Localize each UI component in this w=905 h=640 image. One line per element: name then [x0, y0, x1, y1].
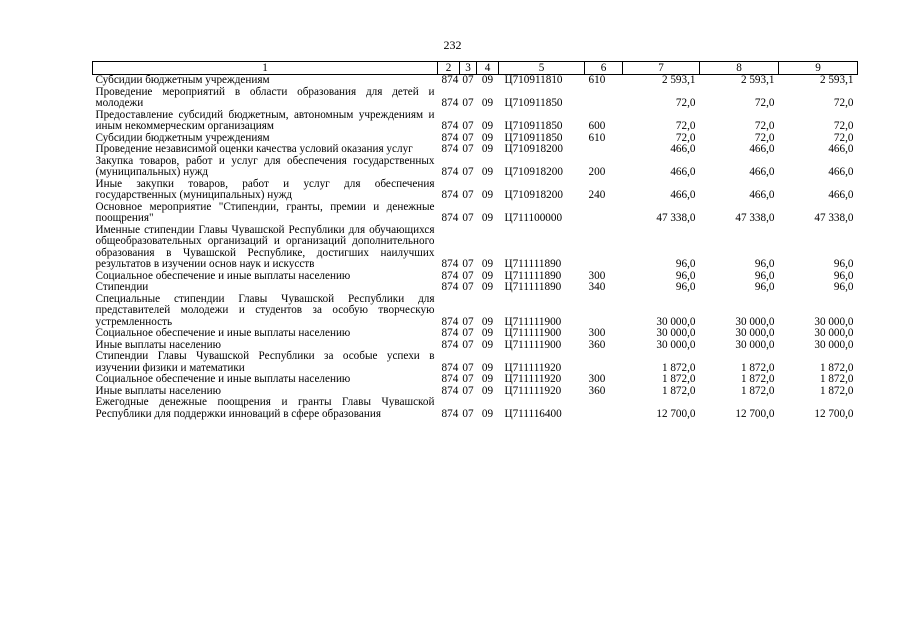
- table-row: [93, 328, 858, 340]
- section-code: 07: [462, 384, 474, 397]
- amount-col8: 72,0: [754, 131, 775, 144]
- amount-col7: 30 000,0: [656, 338, 696, 351]
- expense-type: 610: [588, 74, 606, 86]
- amount-col9: 1 872,0: [819, 373, 854, 385]
- row-name: Ежегодные денежные поощрения и гранты Главы Чувашской Республики для поддержки инноваций в сфере образования: [95, 396, 435, 420]
- amount-col7: 96,0: [675, 258, 696, 270]
- amount-col7: 466,0: [670, 166, 696, 178]
- table-row: [93, 374, 858, 386]
- expense-type: [585, 202, 623, 225]
- amount-col9: 30 000,0: [814, 315, 854, 328]
- expense-type: [585, 87, 623, 110]
- subsection-code: 09: [481, 74, 494, 86]
- table-row: [93, 397, 858, 420]
- row-name: Стипендии: [95, 281, 149, 293]
- amount-col9: 466,0: [828, 189, 854, 201]
- amount-col7: 72,0: [675, 97, 696, 109]
- table-row: [93, 87, 858, 110]
- admin-code: 874: [441, 384, 459, 397]
- amount-col8: 96,0: [754, 258, 775, 270]
- admin-code: 874: [441, 269, 459, 282]
- row-name: Именные стипендии Главы Чувашской Республики для обучающихся общеобразовательных организаций и организаций дополнительного образования в Чувашской Республике, достигших наилучших результатов в изучении основ наук и искусств: [95, 223, 435, 270]
- section-code: 07: [462, 281, 474, 293]
- amount-col7: 1 872,0: [661, 373, 696, 385]
- amount-col8: 2 593,1: [740, 74, 775, 86]
- target-article: Ц710918200: [504, 189, 563, 201]
- target-article: Ц710918200: [504, 143, 563, 155]
- amount-col8: 12 700,0: [735, 407, 775, 420]
- target-article: Ц710911850: [504, 97, 563, 109]
- page-number: 232: [443, 38, 462, 52]
- admin-code: 874: [441, 74, 459, 86]
- row-name: Закупка товаров, работ и услуг для обеспечения государственных (муниципальных) нужд: [95, 154, 435, 178]
- amount-col8: 1 872,0: [740, 373, 775, 385]
- row-name: Субсидии бюджетным учреждениям: [95, 131, 270, 144]
- row-name: Предоставление субсидий бюджетным, автономным учреждениям и иным некоммерческим организациям: [95, 108, 435, 132]
- admin-code: 874: [441, 143, 459, 155]
- amount-col9: 72,0: [833, 97, 854, 109]
- amount-col7: 1 872,0: [661, 384, 696, 397]
- amount-col7: 96,0: [675, 281, 696, 293]
- amount-col8: 96,0: [754, 269, 775, 282]
- subsection-code: 09: [481, 373, 494, 385]
- amount-col9: 466,0: [828, 166, 854, 178]
- target-article: Ц710911850: [504, 120, 563, 132]
- amount-col7: 2 593,1: [661, 74, 696, 86]
- admin-code: 874: [441, 327, 459, 339]
- expense-type: 300: [588, 269, 606, 282]
- section-code: 07: [462, 373, 474, 385]
- row-name: Социальное обеспечение и иные выплаты населению: [95, 269, 351, 282]
- admin-code: 874: [441, 166, 459, 178]
- subsection-code: 09: [481, 407, 494, 420]
- header-cell-8: 8: [700, 62, 779, 75]
- expense-type: 200: [588, 166, 606, 178]
- admin-code: 874: [441, 281, 459, 293]
- subsection-code: 09: [481, 315, 494, 328]
- budget-table: [92, 61, 858, 420]
- target-article: Ц710911850: [504, 131, 563, 144]
- row-name: Социальное обеспечение и иные выплаты населению: [95, 327, 351, 339]
- table-header: [93, 62, 858, 75]
- section-code: 07: [462, 338, 474, 351]
- subsection-code: 09: [481, 120, 494, 132]
- amount-col7: 72,0: [675, 131, 696, 144]
- table-row: [93, 144, 858, 156]
- target-article: Ц711100000: [504, 212, 563, 224]
- amount-col8: 47 338,0: [735, 212, 775, 224]
- target-article: Ц711111890: [504, 269, 562, 282]
- subsection-code: 09: [481, 212, 494, 224]
- amount-col7: 47 338,0: [656, 212, 696, 224]
- section-code: 07: [462, 327, 474, 339]
- expense-type: 360: [588, 384, 606, 397]
- amount-col7: 72,0: [675, 120, 696, 132]
- expense-type: 300: [588, 373, 606, 385]
- section-code: 07: [462, 131, 474, 144]
- table-row: [93, 225, 858, 271]
- expense-type: [585, 294, 623, 329]
- row-name: Стипендии Главы Чувашской Республики за особые успехи в изучении физики и математики: [95, 350, 435, 374]
- amount-col7: 466,0: [670, 143, 696, 155]
- admin-code: 874: [441, 120, 459, 132]
- section-code: 07: [462, 269, 474, 282]
- row-name: Проведение независимой оценки качества условий оказания услуг: [95, 143, 413, 155]
- subsection-code: 09: [481, 281, 494, 293]
- section-code: 07: [462, 166, 474, 178]
- amount-col7: 12 700,0: [656, 407, 696, 420]
- expense-type: 240: [588, 189, 606, 201]
- target-article: Ц711111900: [504, 338, 562, 351]
- subsection-code: 09: [481, 97, 494, 109]
- amount-col9: 30 000,0: [814, 338, 854, 351]
- amount-col8: 466,0: [749, 143, 775, 155]
- expense-type: [585, 144, 623, 156]
- amount-col7: 96,0: [675, 269, 696, 282]
- section-code: 07: [462, 407, 474, 420]
- table-row: [93, 110, 858, 133]
- admin-code: 874: [441, 361, 459, 374]
- header-cell-6: 6: [585, 62, 623, 75]
- target-article: Ц711111920: [504, 373, 562, 385]
- expense-type: [585, 397, 623, 420]
- row-name: Иные закупки товаров, работ и услуг для обеспечения государственных (муниципальных) нужд: [95, 177, 435, 201]
- subsection-code: 09: [481, 166, 494, 178]
- table-row: [93, 202, 858, 225]
- section-code: 07: [462, 74, 474, 86]
- amount-col8: 30 000,0: [735, 338, 775, 351]
- header-cell-3: 3: [460, 62, 477, 75]
- expense-type: 360: [588, 338, 606, 351]
- subsection-code: 09: [481, 361, 494, 374]
- amount-col8: 72,0: [754, 120, 775, 132]
- subsection-code: 09: [481, 269, 494, 282]
- subsection-code: 09: [481, 189, 494, 201]
- row-name: Основное мероприятие "Стипендии, гранты, премии и денежные поощрения": [95, 200, 435, 224]
- target-article: Ц711111900: [504, 327, 562, 339]
- target-article: Ц710911810: [504, 74, 563, 86]
- admin-code: 874: [441, 407, 459, 420]
- row-name: Иные выплаты населению: [95, 338, 221, 351]
- section-code: 07: [462, 120, 474, 132]
- header-cell-2: 2: [438, 62, 460, 75]
- target-article: Ц711111920: [504, 361, 562, 374]
- amount-col8: 1 872,0: [740, 384, 775, 397]
- subsection-code: 09: [481, 384, 494, 397]
- admin-code: 874: [441, 131, 459, 144]
- amount-col8: 30 000,0: [735, 327, 775, 339]
- section-code: 07: [462, 315, 474, 328]
- admin-code: 874: [441, 212, 459, 224]
- amount-col8: 30 000,0: [735, 315, 775, 328]
- target-article: Ц711116400: [504, 407, 562, 420]
- row-name: Иные выплаты населению: [95, 384, 221, 397]
- admin-code: 874: [441, 97, 459, 109]
- header-row: [93, 62, 858, 75]
- subsection-code: 09: [481, 258, 494, 270]
- admin-code: 874: [441, 258, 459, 270]
- expense-type: 600: [588, 120, 606, 132]
- expense-type: 340: [588, 281, 606, 293]
- amount-col8: 96,0: [754, 281, 775, 293]
- table-row: [93, 156, 858, 179]
- row-name: Социальное обеспечение и иные выплаты населению: [95, 373, 351, 385]
- amount-col9: 96,0: [833, 258, 854, 270]
- expense-type: 610: [588, 131, 606, 144]
- target-article: Ц711111890: [504, 281, 562, 293]
- section-code: 07: [462, 212, 474, 224]
- row-name: Проведение мероприятий в области образования для детей и молодежи: [95, 85, 435, 109]
- subsection-code: 09: [481, 143, 494, 155]
- amount-col9: 96,0: [833, 269, 854, 282]
- target-article: Ц710918200: [504, 166, 563, 178]
- table-row: [93, 271, 858, 283]
- amount-col8: 466,0: [749, 166, 775, 178]
- amount-col9: 96,0: [833, 281, 854, 293]
- admin-code: 874: [441, 373, 459, 385]
- amount-col9: 1 872,0: [819, 361, 854, 374]
- amount-col8: 466,0: [749, 189, 775, 201]
- admin-code: 874: [441, 338, 459, 351]
- section-code: 07: [462, 143, 474, 155]
- table-body: [93, 75, 858, 421]
- amount-col9: 30 000,0: [814, 327, 854, 339]
- target-article: Ц711111900: [504, 315, 562, 328]
- amount-col7: 30 000,0: [656, 327, 696, 339]
- table-row: [93, 351, 858, 374]
- expense-type: [585, 225, 623, 271]
- subsection-code: 09: [481, 131, 494, 144]
- amount-col9: 47 338,0: [814, 212, 854, 224]
- expense-type: 300: [588, 327, 606, 339]
- header-cell-7: 7: [623, 62, 700, 75]
- admin-code: 874: [441, 315, 459, 328]
- section-code: 07: [462, 189, 474, 201]
- amount-col9: 1 872,0: [819, 384, 854, 397]
- amount-col7: 30 000,0: [656, 315, 696, 328]
- amount-col9: 2 593,1: [819, 74, 854, 86]
- amount-col9: 72,0: [833, 131, 854, 144]
- header-cell-4: 4: [477, 62, 499, 75]
- admin-code: 874: [441, 189, 459, 201]
- amount-col9: 12 700,0: [814, 407, 854, 420]
- target-article: Ц711111890: [504, 258, 562, 270]
- amount-col8: 1 872,0: [740, 361, 775, 374]
- amount-col9: 72,0: [833, 120, 854, 132]
- subsection-code: 09: [481, 327, 494, 339]
- amount-col8: 72,0: [754, 97, 775, 109]
- section-code: 07: [462, 97, 474, 109]
- expense-type: [585, 351, 623, 374]
- table-row: [93, 294, 858, 329]
- table-row: [93, 282, 858, 294]
- table-row: [93, 179, 858, 202]
- header-cell-9: 9: [779, 62, 858, 75]
- section-code: 07: [462, 258, 474, 270]
- table-row: [93, 75, 858, 87]
- subsection-code: 09: [481, 338, 494, 351]
- amount-col7: 1 872,0: [661, 361, 696, 374]
- amount-col9: 466,0: [828, 143, 854, 155]
- section-code: 07: [462, 361, 474, 374]
- row-name: Субсидии бюджетным учреждениям: [95, 74, 270, 86]
- row-name: Специальные стипендии Главы Чувашской Республики для представителей молодежи и студентов за особую творческую устремленность: [95, 292, 435, 328]
- target-article: Ц711111920: [504, 384, 562, 397]
- header-cell-1: 1: [93, 62, 438, 75]
- header-cell-5: 5: [499, 62, 585, 75]
- amount-col7: 466,0: [670, 189, 696, 201]
